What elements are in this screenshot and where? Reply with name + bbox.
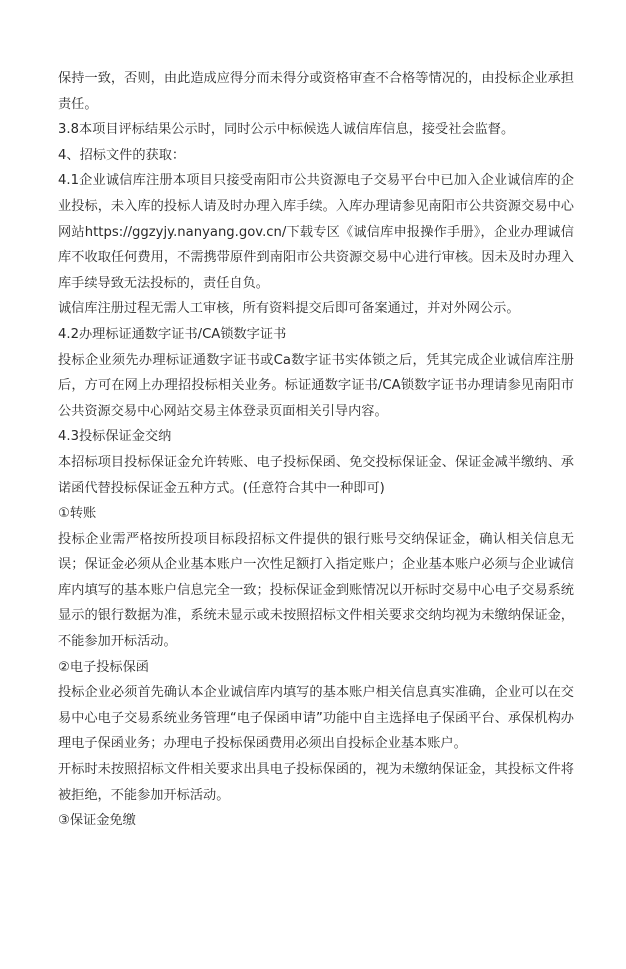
paragraph-transfer: 投标企业需严格按所投项目标段招标文件提供的银行账号交纳保证金，确认相关信息无误；保证金必须从企业基本账户一次性足额打入指定账户；企业基本账户必须与企业诚信库内填写的基本账户信息完全一致；投标保证金到账情况以开标时交易中心电子交易系统显示的银行数据为准，系统未显示或未按照招标文件相关要求交纳均视为未缴纳保证金，不能参加开标活动。 [58,531,574,650]
paragraph-continuation: 保持一致，否则，由此造成应得分而未得分或资格审查不合格等情况的，由投标企业承担责任。 [58,71,574,112]
paragraph-4-1: 4.1企业诚信库注册本项目只接受南阳市公共资源电子交易平台中已加入企业诚信库的企业投标，未入库的投标人请及时办理入库手续。入库办理请参见南阳市公共资源交易中心网站https://ggzyjy.nanyang.gov.cn/下载专区《诚信库申报操作手册》，企业办理诚信库不收取任何费用，不需携带原件到南阳市公共资源交易中心进行审核。因未及时办理入库手续导致无法投标的，责任自负。 [58,173,574,291]
paragraph-deposit-methods: 本招标项目投标保证金允许转账、电子投标保函、免交投标保证金、保证金减半缴纳、承诺函代替投标保证金五种方式。(任意符合其中一种即可) [58,454,574,496]
paragraph-e-guarantee: 投标企业必须首先确认本企业诚信库内填写的基本账户相关信息真实准确，企业可以在交易中心电子交易系统业务管理“电子保函申请”功能中自主选择电子保函平台、承保机构办理电子保函业务；办理电子投标保函费用必须出自投标企业基本账户。 [58,685,574,752]
heading-deposit-exemption: ③保证金免缴 [58,813,136,829]
heading-4: 4、招标文件的获取： [58,147,186,163]
heading-4-2: 4.2办理标证通数字证书/CA锁数字证书 [58,326,287,342]
paragraph-credit-registration: 诚信库注册过程无需人工审核，所有资料提交后即可备案通过，并对外网公示。 [58,301,520,317]
paragraph-certificate: 投标企业须先办理标证通数字证书或Ca数字证书实体锁之后，凭其完成企业诚信库注册后，方可在网上办理招投标相关业务。标证通数字证书/CA锁数字证书办理请参见南阳市公共资源交易中心网站交易主体登录页面相关引导内容。 [58,352,574,419]
heading-4-3: 4.3投标保证金交纳 [58,429,172,445]
paragraph-e-guarantee-rejection: 开标时未按照招标文件相关要求出具电子投标保函的，视为未缴纳保证金，其投标文件将被拒绝，不能参加开标活动。 [58,762,574,803]
heading-transfer: ①转账 [58,506,97,522]
paragraph-3-8: 3.8本项目评标结果公示时，同时公示中标候选人诚信库信息，接受社会监督。 [58,122,515,138]
heading-e-guarantee: ②电子投标保函 [58,659,149,675]
